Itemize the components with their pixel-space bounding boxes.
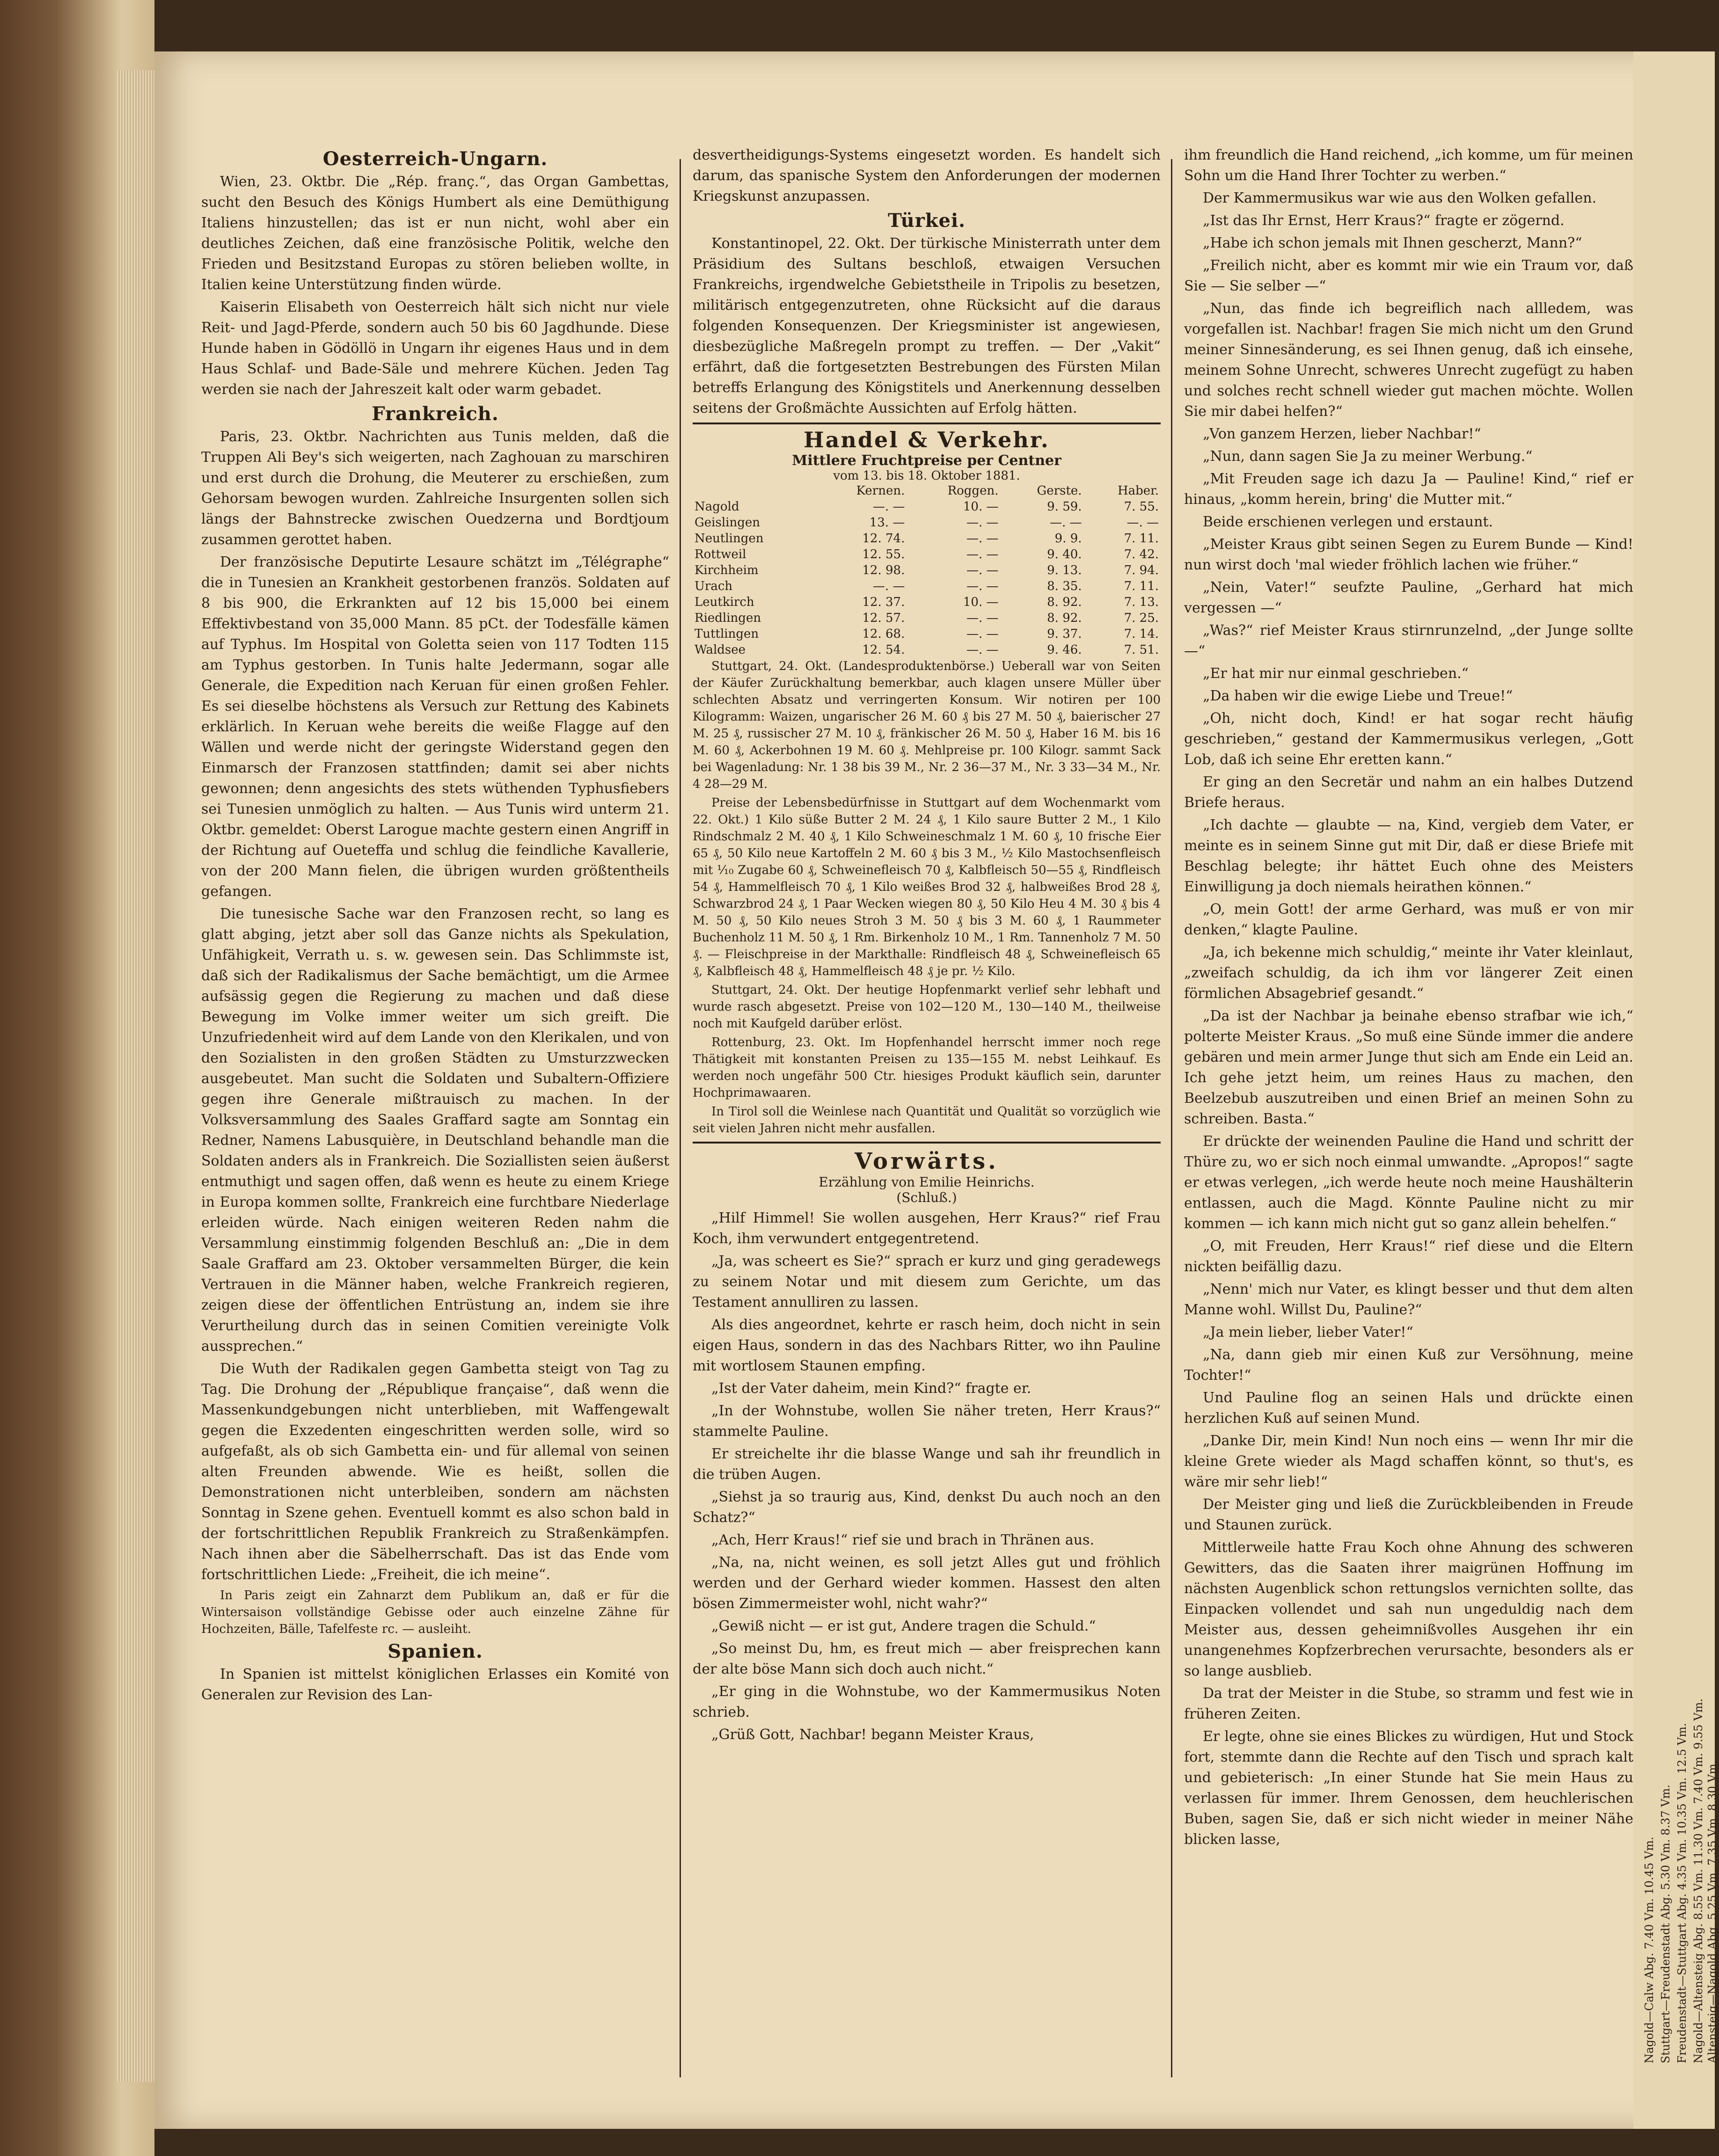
table-header-cell: Roggen. [947,484,999,498]
story-paragraph: „Oh, nicht doch, Kind! er hat sogar recht häufig geschrieben,“ gestand der Kammermusikus verlegen, „Gott Lob, daß ich seine Ehr eretten kann.“ [1184,710,1633,768]
story-paragraph: „Na, na, nicht weinen, es soll jetzt Alles gut und fröhlich werden und der Gerhard wieder kommen. Hassest den alten bösen Zimmermeister wohl, nicht wahr?“ [693,1554,1161,1612]
story-paragraph: „O, mit Freuden, Herr Kraus!“ rief diese und die Eltern nickten beifällig dazu. [1184,1238,1633,1275]
table-cell: 12. 98. [862,563,905,577]
table-cell: Tuttlingen [695,627,759,641]
table-cell: 12. 57. [862,611,905,625]
section-heading: Frankreich. [372,403,499,425]
table-cell: 7. 14. [1124,627,1159,641]
table-cell: 9. 13. [1047,563,1082,577]
story-paragraph: „Mit Freuden sage ich dazu Ja — Pauline! Kind,“ rief er hinaus, „komm herein, bring' die Mutter mit.“ [1184,471,1633,508]
timetable-line: Nagold—Altensteig Abg. 8.55 Vm. 11.30 Vm. 7.40 Vm. 9.55 Vm. [1692,1698,1705,2063]
market-report: Stuttgart, 24. Okt. Der heutige Hopfenmarkt verlief sehr lebhaft und wurde rasch abgesetzt. Preise von 102—120 M., 130—140 M., theilweise noch mit Kaufgeld darüber erlöst. [693,983,1161,1031]
table-cell: Waldsee [695,643,746,657]
story-paragraph: „Ist der Vater daheim, mein Kind?“ fragte er. [711,1380,1031,1397]
table-cell: 12. 55. [862,547,905,561]
table-cell: 12. 37. [862,595,905,609]
table-row [693,610,1161,626]
table-row [693,562,1161,578]
table-cell: 7. 94. [1124,563,1159,577]
table-header-cell: Gerste. [1037,484,1082,498]
story-paragraph: „Siehst ja so traurig aus, Kind, denkst Du auch noch an den Schatz?“ [693,1489,1161,1526]
article-paragraph: Der französische Deputirte Lesaure schätzt im „Télégraphe“ die in Tunesien an Krankheit gestorbenen französ. Soldaten auf 8 bis 900, die Erkrankten auf 12 bis 15,000 bei einem Effektivbestand von 35,000 Mann. 85 pCt. der Todesfälle kämen auf Typhus. Im Hospital von Goletta seien von 117 Todten 115 am Typhus gestorben. In Tunis halte Jedermann, sogar alle Generale, die Expedition nach Keruan für einen großen Fehler. Es sei dieselbe höchstens als Versuch zur Rettung des Kabinets erklärlich. In Keruan wehe bereits die weiße Flagge auf den Wällen und werde nicht der geringste Widerstand gegen den Einmarsch der Franzosen stattfinden; damit sei aber nichts gewonnen; denn angesichts des stets wüthenden Typhusfiebers sei Tunesien unmöglich zu halten. — Aus Tunis wird unterm 21. Oktbr. gemeldet: Oberst Larogue machte gestern einen Angriff in der Richtung auf Oueteffa und schlug die feindliche Kavallerie, von der 200 Mann fielen, die übrigen wurden größtentheils gefangen. [201,554,669,900]
story-paragraph: „Was?“ rief Meister Kraus stirnrunzelnd, „der Junge sollte —“ [1184,622,1633,659]
table-cell: 12. 74. [862,532,905,546]
table-cell: 9. 46. [1047,643,1082,657]
table-cell: —. — [966,627,999,641]
story-part: (Schluß.) [896,1190,957,1205]
story-paragraph: Als dies angeordnet, kehrte er rasch heim, doch nicht in sein eigen Haus, sondern in das des Nachbars Ritter, wo ihn Pauline mit wortlosem Staunen empfing. [693,1317,1161,1374]
story-paragraph: „So meinst Du, hm, es freut mich — aber freisprechen kann der alte böse Mann sich doch auch nicht.“ [693,1640,1161,1677]
story-paragraph: „Nun, das finde ich begreiflich nach allledem, was vorgefallen ist. Nachbar! fragen Sie mich nicht um den Grund meiner Sinnesänderung, es sei Ihnen genug, daß ich einsehe, meinem Sohne Unrecht, schweres Unrecht zugefügt zu haben und solches recht schnell wieder gut machen möchte. Wollen Sie mir dabei helfen?“ [1184,300,1633,420]
column-rule [680,159,681,2077]
table-row [693,531,1161,546]
next-page-strip [1633,51,1719,2129]
table-cell: 8. 92. [1047,611,1082,625]
story-paragraph: „Nun, dann sagen Sie Ja zu meiner Werbung.“ [1203,448,1533,465]
table-cell: —. — [966,643,999,657]
trade-box [693,422,1161,1144]
table-cell: Leutkirch [695,595,754,609]
article-paragraph: Wien, 23. Oktbr. Die „Rép. franç.“, das Organ Gambettas, sucht den Besuch des Königs Humbert als eine Demüthigung Italiens hinzustellen; das ist er nun nicht, wohl aber ein deutliches Zeichen, daß eine französische Politik, welche den Frieden und Besitzstand Europas zu stören belieben wollte, in Italien keine Unterstützung finden würde. [201,174,669,293]
story-paragraph: „In der Wohnstube, wollen Sie näher treten, Herr Kraus?“ stammelte Pauline. [693,1403,1161,1440]
story-paragraph: Der Meister ging und ließ die Zurückbleibenden in Freude und Staunen zurück. [1184,1496,1633,1533]
article-paragraph: Die tunesische Sache war den Franzosen recht, so lang es glatt abging, jetzt aber soll das Ganze nichts als Spekulation, Unfähigkeit, Verrath u. s. w. gewesen sein. Das Schlimmste ist, daß sich der Radikalismus der Sache bemächtigt, um die Armee aufsässig gegen die Regierung zu machen und daß diese Bewegung im Volke immer weiter um sich greift. Die Unzufriedenheit wird auf dem Lande von den Klerikalen, und von den Sozialisten in den großen Städten zu Umsturzzwecken ausgebeutet. Man sucht die Soldaten und Subaltern-Offiziere gegen ihre Generale mißtrauisch zu machen. In der Volksversammlung des Saales Graffard sagte am Sonntag ein Redner, Namens Labusquière, in Deutschland behandle man die Soldaten anders als in Frankreich. Die Soziallisten seien äußerst entmuthigt und sagen offen, daß wenn es heute zu einem Kriege in Europa kommen sollte, Frankreich eine furchtbare Niederlage erleiden würde. Nach einigen weiteren Reden nahm die Versammlung einstimmig folgenden Beschluß an: „Die in dem Saale Graffard am 23. Oktober versammelten Bürger, die kein Vertrauen in die Männer haben, welche Frankreich regieren, zeigen diese der öffentlichen Entrüstung an, indem sie ihre Verurtheilung durch das in seinen Comitien vereinigte Volk aussprechen.“ [201,906,669,1355]
table-cell: 9. 59. [1047,500,1082,514]
story-paragraph: Er legte, ohne sie eines Blickes zu würdigen, Hut und Stock fort, stemmte dann die Rechte auf den Tisch und sprach kalt und gebieterisch: „In einer Stunde hat Sie mein Haus zu verlassen für immer. Ihrem Genossen, dem heuchlerischen Buben, sagen Sie, daß er sich nicht wieder in meiner Nähe blicken lasse, [1184,1728,1633,1848]
story-paragraph: „Da ist der Nachbar ja beinahe ebenso strafbar wie ich,“ polterte Meister Kraus. „So muß eine Sünde immer die andere gebären und mein armer Junge thut sich am Ende ein Leid an. Ich gehe jetzt heim, um reines Haus zu machen, den Beelzebub auszutreiben und einen Brief an meinen Sohn zu schreiben. Basta.“ [1184,1008,1633,1127]
story-author: Erzählung von Emilie Heinrichs. [819,1174,1035,1190]
column-rule [1171,159,1172,2077]
market-report: In Tirol soll die Weinlese nach Quantität und Qualität so vorzüglich wie seit vielen Jahren nicht mehr ausfallen. [693,1105,1161,1136]
table-cell: 13. — [869,516,905,530]
table-cell: 7. 42. [1124,547,1159,561]
table-cell: —. — [966,516,999,530]
story-paragraph: Er ging an den Secretär und nahm an ein halbes Dutzend Briefe heraus. [1184,774,1633,811]
story-paragraph: Beide erschienen verlegen und erstaunt. [1203,514,1493,530]
story-paragraph: „Freilich nicht, aber es kommt mir wie ein Traum vor, daß Sie — Sie selber —“ [1184,257,1633,294]
table-cell: Riedlingen [695,611,761,625]
table-cell: —. — [872,500,905,514]
article-paragraph: In Paris zeigt ein Zahnarzt dem Publikum an, daß er für die Wintersaison vollständige Gebisse oder auch einzelne Zähne für Hochzeiten, Bälle, Tafelfeste rc. — ausleiht. [201,1588,669,1636]
story-paragraph: „Da haben wir die ewige Liebe und Treue!“ [1203,688,1513,704]
newspaper-page [154,51,1680,2129]
story-paragraph: „Von ganzem Herzen, lieber Nachbar!“ [1203,426,1481,442]
story-paragraph: Er drückte der weinenden Pauline die Hand und schritt der Thüre zu, wo er sich noch einmal umwandte. „Apropos!“ sagte er etwas verlegen, „ich werde heute noch meine Haushälterin entlassen, auch die Magd. Könnte Pauline nicht zu mir kommen — ich kann mich nicht gut so ganz allein behelfen.“ [1184,1133,1633,1232]
article-paragraph: Kaiserin Elisabeth von Oesterreich hält sich nicht nur viele Reit- und Jagd-Pferde, sondern auch 50 bis 60 Jagdhunde. Diese Hunde haben in Gödöllö in Ungarn ihr eigenes Haus und in dem Haus Schlaf- und Bade-Säle und mehrere Küchen. Jeden Tag werden sie nach der Jahreszeit kalt oder warm gebadet. [201,299,669,398]
story-paragraph: Und Pauline flog an seinen Hals und drückte einen herzlichen Kuß auf seinen Mund. [1184,1390,1633,1427]
price-table [693,483,1161,658]
story-paragraph: Der Kammermusikus war wie aus den Wolken gefallen. [1203,190,1597,206]
table-cell: 7. 11. [1124,579,1159,593]
table-row [693,515,1161,531]
table-header-cell: Haber. [1117,484,1159,498]
article-paragraph: desvertheidigungs-Systems eingesetzt worden. Es handelt sich darum, das spanische System den Anforderungen der modernen Kriegskunst anzupassen. [693,147,1161,204]
market-report: Preise der Lebensbedürfnisse in Stuttgart auf dem Wochenmarkt vom 22. Okt.) 1 Kilo süße Butter 2 M. 24 ₰, 1 Kilo saure Butter 2 M., 1 Kilo Rindschmalz 2 M. 40 ₰, 1 Kilo Schweineschmalz 1 M. 60 ₰, 10 frische Eier 65 ₰, 50 Kilo neue Kartoffeln 2 M. 60 ₰ bis 3 M., ½ Kilo Mastochsenfleisch mit ¹⁄₁₀ Zugabe 60 ₰, Schweinefleisch 70 ₰, Kalbfleisch 50—55 ₰, Rindfleisch 54 ₰, Hammelfleisch 70 ₰, 1 Kilo weißes Brod 32 ₰, halbweißes Brod 28 ₰, Schwarzbrod 24 ₰, 1 Paar Wecken wiegen 80 ₰, 50 Kilo Heu 4 M. 30 ₰ bis 4 M. 50 ₰, 50 Kilo neues Stroh 3 M. 50 ₰ bis 3 M. 60 ₰, 1 Raummeter Buchenholz 11 M. 50 ₰, 1 Rm. Birkenholz 10 M., 1 Rm. Tannenholz 7 M. 50 ₰. — Fleischpreise in der Markthalle: Rindfleisch 48 ₰, Schweinefleisch 65 ₰, Kalbfleisch 48 ₰, Hammelfleisch 48 ₰ je pr. ½ Kilo. [693,796,1161,978]
table-cell: —. — [1126,516,1159,530]
table-cell: 9. 40. [1047,547,1082,561]
story-paragraph: „Ja mein lieber, lieber Vater!“ [1203,1324,1413,1340]
table-cell: Kirchheim [695,563,759,577]
table-row [693,594,1161,610]
table-cell: —. — [872,579,905,593]
table-row [693,499,1161,515]
table-body [693,499,1161,658]
table-cell: 10. — [963,500,999,514]
table-cell: 9. 9. [1054,532,1082,546]
story-paragraph: „Na, dann gieb mir einen Kuß zur Versöhnung, meine Tochter!“ [1184,1347,1633,1384]
article-paragraph: In Spanien ist mittelst königlichen Erlasses ein Komité von Generalen zur Revision des Lan- [201,1666,669,1703]
table-cell: Geislingen [695,516,760,530]
trade-title: Handel & Verkehr. [804,427,1050,452]
table-cell: —. — [966,579,999,593]
story-paragraph: „O, mein Gott! der arme Gerhard, was muß er von mir denken,“ klagte Pauline. [1184,901,1633,938]
article-paragraph: Konstantinopel, 22. Okt. Der türkische Ministerrath unter dem Präsidium des Sultans beschloß, etwaigen Versuchen Frankreichs, irgendwelche Gebietstheile in Tripolis zu besetzen, militärisch entgegenzutreten, ohne Rücksicht auf die daraus folgenden Konsequenzen. Der Kriegsminister ist angewiesen, diesbezügliche Maßregeln prompt zu treffen. — Der „Vakit“ erfährt, daß die fortgesetzten Bestrebungen des Fürsten Milan betreffs Erlangung des Königstitels und Anerkennung desselben seitens der Großmächte Aussichten auf Erfolg hätten. [693,235,1161,416]
table-header-cell [693,483,817,499]
table-cell: Nagold [695,500,739,514]
story-paragraph: „Grüß Gott, Nachbar! begann Meister Kraus, [711,1726,1034,1743]
table-cell: 7. 25. [1124,611,1159,625]
story-paragraph: „Ach, Herr Kraus!“ rief sie und brach in Thränen aus. [711,1532,1094,1548]
story-paragraph: „Ist das Ihr Ernst, Herr Kraus?“ fragte er zögernd. [1203,212,1565,229]
story-paragraph: Mittlerweile hatte Frau Koch ohne Ahnung des schweren Gewitters, das die Saaten ihrer maigrünen Hoffnung im nächsten Augenblick schon rettungslos vernichten sollte, das Einpacken vollendet und sah nun ungeduldig nach dem Meister aus, dessen geheimnißvolles Ausgehen ihr ein unangenehmes Kopfzerbrechen verursachte, besonders als er so lange ausblieb. [1184,1539,1633,1679]
story-paragraph: ihm freundlich die Hand reichend, „ich komme, um für meinen Sohn um die Hand Ihrer Tochter zu werben.“ [1184,147,1633,184]
story-paragraph: Da trat der Meister in die Stube, so stramm und fest wie in früheren Zeiten. [1184,1685,1633,1722]
table-row [693,546,1161,562]
table-cell: 8. 92. [1047,595,1082,609]
timetable-line: Nagold—Calw Abg. 7.40 Vm. 10.45 Vm. [1643,1836,1656,2063]
story-paragraph: „Ich dachte — glaubte — na, Kind, vergieb dem Vater, er meinte es in seinem Sinne gut mit Dir, daß er diese Briefe mit Beschlag belegte; ihr hättet Euch ohne des Meisters Einwilligung ja doch niemals heirathen können.“ [1184,817,1633,895]
story-paragraph: „Ja, ich bekenne mich schuldig,“ meinte ihr Vater kleinlaut, „zweifach schuldig, da ich ihm vor längerer Zeit einen förmlichen Absagebrief gesandt.“ [1184,944,1633,1002]
article-paragraph: Paris, 23. Oktbr. Nachrichten aus Tunis melden, daß die Truppen Ali Bey's sich weigerten, nach Zaghouan zu marschiren und erst durch die Drohung, die Meuterer zu erschießen, zum Gehorsam bewogen wurden. Zahlreiche Insurgenten sollen sich längs der Bahnstrecke zwischen Ouedzerna und Bordtjoum zusammen gerottet haben. [201,429,669,548]
column-left [201,145,669,2087]
table-cell: 7. 11. [1124,532,1159,546]
table-cell: 12. 54. [862,643,905,657]
table-row [693,578,1161,594]
story-paragraph: „Er hat mir nur einmal geschrieben.“ [1203,665,1469,682]
section-heading: Spanien. [388,1640,483,1662]
story-title: Vorwärts. [855,1148,999,1174]
table-cell: 7. 55. [1124,500,1159,514]
table-cell: Urach [695,579,733,593]
trade-date: vom 13. bis 18. Oktober 1881. [833,469,1020,483]
table-row [693,642,1161,658]
table-header-row [693,483,1161,499]
story-paragraph: „Meister Kraus gibt seinen Segen zu Eurem Bunde — Kind! nun wirst doch 'mal wieder fröhlich lachen wie früher.“ [1184,536,1633,573]
story-paragraph: Er streichelte ihr die blasse Wange und sah ihr freundlich in die trüben Augen. [693,1446,1161,1483]
column-middle [693,145,1161,2087]
table-cell: 8. 35. [1047,579,1082,593]
table-cell: 12. 68. [862,627,905,641]
table-cell: —. — [1050,516,1082,530]
table-row [693,626,1161,642]
table-header-cell: Kernen. [856,484,905,498]
table-cell: 9. 37. [1047,627,1082,641]
article-paragraph: Die Wuth der Radikalen gegen Gambetta steigt von Tag zu Tag. Die Drohung der „République française“, daß wenn die Massenkundgebungen nicht unterblieben, mit Waffengewalt gegen die Exzedenten eingeschritten werden solle, wird so aufgefaßt, als ob sich Gambetta ein- und für allemal von seinen alten Freunden abwende. Wie es heißt, sollen die Demonstrationen nicht unterbleiben, sondern am nächsten Sonntag in Szene gehen. Eventuell kommt es also schon bald in der fortschrittlichen Republik Frankreich zu Straßenkämpfen. Nach ihnen aber die Säbelherrschaft. Das ist das Ende vom fortschrittlichen Liede: „Freiheit, die ich meine“. [201,1361,669,1583]
section-heading: Oesterreich-Ungarn. [322,148,548,170]
section-heading: Türkei. [887,210,966,232]
table-cell: —. — [966,563,999,577]
table-cell: Rottweil [695,547,746,561]
column-right [1184,145,1633,2087]
timetable-line: Stuttgart—Freudenstadt Abg. 5.30 Vm. 8.37 Vm. [1659,1785,1672,2063]
timetable-line: Freudenstadt—Stuttgart Abg. 4.35 Vm. 10.35 Vm. 12.5 Vm. [1675,1723,1689,2063]
story-paragraph: „Er ging in die Wohnstube, wo der Kammermusikus Noten schrieb. [693,1683,1161,1720]
table-cell: Neutlingen [695,532,764,546]
story-paragraph: „Ja, was scheert es Sie?“ sprach er kurz und ging geradewegs zu seinem Notar und mit diesem zum Gerichte, um das Testament annulliren zu lassen. [693,1253,1161,1311]
table-cell: —. — [966,532,999,546]
table-cell: 7. 13. [1124,595,1159,609]
story-paragraph: „Danke Dir, mein Kind! Nun noch eins — wenn Ihr mir die kleine Grete wieder als Magd schaffen könnt, so thut's, es wäre mir sehr lieb!“ [1184,1433,1633,1490]
table-cell: —. — [966,611,999,625]
trade-subtitle: Mittlere Fruchtpreise per Centner [792,452,1061,469]
table-cell: 7. 51. [1124,643,1159,657]
story-paragraph: „Habe ich schon jemals mit Ihnen gescherzt, Mann?“ [1203,235,1582,251]
timetable-line: Altensteig—Nagold Abg. 5.25 Vm. 7.35 Vm. 8.30 Vm. [1706,1760,1719,2063]
table-cell: 10. — [963,595,999,609]
market-report: Stuttgart, 24. Okt. (Landesproduktenbörse.) Ueberall war von Seiten der Käufer Zurückhaltung bemerkbar, auch klagen unsere Müller über schlechten Absatz und verringerten Konsum. Wir notiren per 100 Kilogramm: Waizen, ungarischer 26 M. 60 ₰ bis 27 M. 50 ₰, baierischer 27 M. 25 ₰, russischer 27 M. 10 ₰, fränkischer 26 M. 50 ₰, Haber 16 M. bis 16 M. 60 ₰, Ackerbohnen 19 M. 60 ₰. Mehlpreise pr. 100 Kilogr. sammt Sack bei Wagenladung: Nr. 1 38 bis 39 M., Nr. 2 36—37 M., Nr. 3 33—34 M., Nr. 4 28—29 M. [693,659,1161,791]
table-cell: —. — [966,547,999,561]
story-paragraph: „Nenn' mich nur Vater, es klingt besser und thut dem alten Manne wohl. Willst Du, Pauline?“ [1184,1281,1633,1318]
story-paragraph: „Gewiß nicht — er ist gut, Andere tragen die Schuld.“ [711,1618,1096,1634]
market-report: Rottenburg, 23. Okt. Im Hopfenhandel herrscht immer noch rege Thätigkeit mit konstanten Preisen zu 135—155 M. nebst Leihkauf. Es werden noch ungefähr 500 Ctr. hiesiges Produkt käuflich sein, darunter Hochprimawaaren. [693,1035,1161,1100]
story-paragraph: „Nein, Vater!“ seufzte Pauline, „Gerhard hat mich vergessen —“ [1184,579,1633,616]
story-paragraph: „Hilf Himmel! Sie wollen ausgehen, Herr Kraus?“ rief Frau Koch, ihm verwundert entgegentretend. [693,1210,1161,1247]
